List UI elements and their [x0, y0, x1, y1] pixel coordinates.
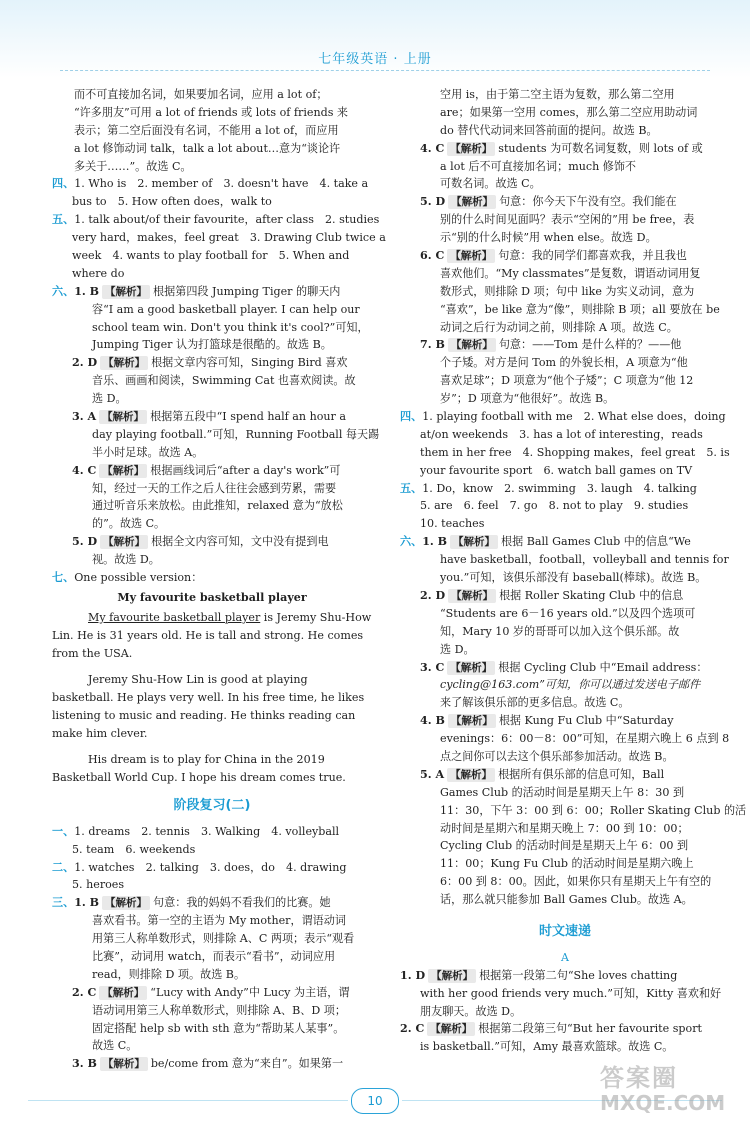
analysis-tag: 【解析】 — [100, 1057, 148, 1071]
essay-paragraph: My favourite basketball player is Jeremy Shu-How Lin. He is 31 years old. He is tall and strong. He comes from the USA. — [52, 610, 372, 660]
text-line: 点之间你可以去这个俱乐部参加活动。故选 B。 — [440, 749, 674, 763]
section-6-item-1: 六、1. B 【解析】 根据第四段 Jumping Tiger 的聊天内 — [52, 284, 341, 298]
text-line: read，则排除 D 项。故选 B。 — [92, 967, 246, 981]
text-line: very hard，makes，feel great 3. Drawing Club twice a — [72, 231, 386, 245]
text-line: a lot 修饰动词 talk，talk a lot about…意为“谈论许 — [74, 141, 341, 155]
section-6-item-4: 4. B 【解析】 根据 Kung Fu Club 中“Saturday — [420, 714, 674, 728]
text-line: 而不可直接加名词，如果要加名词，应用 a lot of； — [74, 88, 328, 101]
section-label: 五、 — [52, 213, 75, 227]
reading-item-1: 1. D 【解析】 根据第一段第二句“She loves chatting — [400, 968, 678, 982]
text-line: 来了解该俱乐部的更多信息。故选 C。 — [440, 696, 630, 710]
section-6-item-1: 六、1. B 【解析】 根据 Ball Games Club 中的信息“We — [400, 535, 691, 549]
section-6-item-3: 3. A 【解析】 根据第五段中“I spend half an hour a — [72, 410, 346, 424]
left-column — [52, 86, 386, 1073]
text-line: 知，经过一天的工作之后人往往会感到劳累，需要 — [92, 481, 337, 495]
watermark-url: MXQE.COM — [600, 1091, 726, 1115]
section-6-item-3: 3. C 【解析】 根据 Cycling Club 中“Email address： — [420, 660, 708, 674]
analysis-tag: 【解析】 — [447, 768, 495, 782]
text-line: “喜欢”，be like 意为“像”，则排除 B 项；all 要放在 be — [440, 302, 720, 316]
text-line: have basketball，football，volleyball and tennis for — [440, 553, 729, 567]
analysis-tag: 【解析】 — [99, 986, 147, 1000]
analysis-tag: 【解析】 — [102, 896, 150, 910]
review-section-1: 一、1. dreams 2. tennis 3. Walking 4. volleyball — [52, 824, 340, 838]
page-header-title: 七年级英语 · 上册 — [318, 52, 432, 67]
review-section-3-item-3: 3. B 【解析】 be/come from 意为“来自”。如果第一 — [72, 1057, 344, 1071]
text-line: day playing football.”可知，Running Football 每天踢 — [92, 427, 380, 441]
text-line: 音乐、画画和阅读，Swimming Cat 也喜欢阅读。故 — [92, 374, 356, 388]
answer-item: 6. C 【解析】 句意：我的同学们都喜欢我，并且我也 — [420, 249, 687, 263]
text-line: 个子矮。对方是问 Tom 的外貌长相，A 项意为“他 — [440, 356, 688, 370]
section-5: 五、1. talk about/of their favourite，after class 2. studies — [52, 213, 380, 227]
text-line: week 4. wants to play football for 5. When and — [72, 249, 350, 263]
section-6-item-2: 2. D 【解析】 根据 Roller Skating Club 中的信息 — [420, 588, 684, 602]
review-section-2: 二、1. watches 2. talking 3. does，do 4. drawing — [52, 860, 347, 874]
section-label: 四、 — [52, 177, 75, 191]
text-line: 表示；第二空后面没有名词，不能用 a lot of，而应用 — [74, 123, 339, 137]
text-line: 朋友聊天。故选 D。 — [420, 1004, 522, 1018]
watermark-logo — [600, 1058, 740, 1114]
essay-title: My favourite basketball player — [117, 590, 307, 604]
analysis-tag: 【解析】 — [447, 249, 495, 263]
review-title: 阶段复习(二) — [173, 797, 251, 813]
text-line: 的”。故选 C。 — [92, 517, 166, 531]
analysis-tag: 【解析】 — [450, 535, 498, 549]
text-line: do 替代代动词来回答前面的提问。故选 B。 — [440, 123, 658, 137]
analysis-tag: 【解析】 — [448, 195, 496, 209]
section-5: 五、1. Do，know 2. swimming 3. laugh 4. talking — [400, 481, 697, 495]
analysis-tag: 【解析】 — [427, 1022, 475, 1036]
text-line: 故选 C。 — [92, 1039, 138, 1053]
text-line: is basketball.”可知，Amy 最喜欢篮球。故选 C。 — [420, 1040, 674, 1054]
text-line: 空用 is，由于第二空主语为复数，那么第二空用 — [440, 88, 675, 101]
text-line: 11：30，下午 3：00 到 6：00；Roller Skating Club 的活 — [440, 803, 747, 817]
text-line: cycling@163.com”可知，你可以通过发送电子邮件 — [440, 678, 701, 692]
text-line: evenings：6：00－8：00”可知，在星期六晚上 6 点到 8 — [440, 732, 730, 746]
answer-item: 5. D 【解析】 句意：你今天下午没有空。我们能在 — [420, 195, 677, 209]
watermark-text: 答案圈 — [600, 1064, 678, 1092]
reading-section-title: 时文速递 — [538, 923, 591, 939]
text-line: a lot 后不可直接加名词；much 修饰不 — [440, 159, 637, 173]
text-line: you.”可知，该俱乐部没有 baseball(棒球)。故选 B。 — [440, 571, 707, 585]
text-line: 比赛”，动词用 watch，而表示“看书”，动词应用 — [92, 949, 336, 963]
page-number: 10 — [351, 1088, 399, 1114]
text-line: 通过听音乐来放松。由此推知，relaxed 意为“放松 — [92, 499, 343, 513]
text-line: 喜欢足球”；D 项意为“他个子矮”；C 项意为“他 12 — [440, 374, 694, 388]
text-line: “许多朋友”可用 a lot of friends 或 lots of friends 来 — [74, 105, 349, 119]
text-line: 喜欢他们。“My classmates”是复数，谓语动词用复 — [440, 266, 701, 280]
text-line: 5. heroes — [72, 878, 125, 892]
text-line: 5. are 6. feel 7. go 8. not to play 9. studies — [420, 499, 689, 513]
section-4: 四、1. playing football with me 2. What else does，doing — [400, 410, 726, 424]
text-line: Cycling Club 的活动时间是星期天上午 6：00 到 — [440, 839, 689, 853]
reading-item-2: 2. C 【解析】 根据第二段第三句“But her favourite sport — [400, 1022, 702, 1036]
text-line: 6：00 到 8：00。因此，如果你只有星期天上午有空的 — [440, 875, 712, 889]
section-7: 七、One possible version： — [52, 571, 203, 585]
text-line: them in her free 4. Shopping makes，feel great 5. is — [420, 445, 730, 459]
text-line: 动时间是星期六和星期天晚上 7：00 到 10：00； — [440, 821, 689, 835]
text-line: 岁”；D 项意为“他很好”。故选 B。 — [440, 392, 615, 406]
text-line: 数形式，则排除 D 项；句中 like 为实义动词，意为 — [440, 284, 695, 298]
text-line: 选 D。 — [440, 642, 475, 656]
text-line: 半小时足球。故选 A。 — [92, 445, 204, 459]
answer-item: 4. C 【解析】 students 为可数名词复数，则 lots of 或 — [420, 141, 703, 155]
text-line: 10. teaches — [420, 517, 485, 531]
section-4: 四、1. Who is 2. member of 3. doesn't have 4. take a — [52, 177, 369, 191]
review-section-3-item-1: 三、1. B 【解析】 句意：我的妈妈不看我们的比赛。她 — [52, 896, 331, 910]
text-line: Games Club 的活动时间是星期天上午 8：30 到 — [440, 785, 685, 799]
analysis-tag: 【解析】 — [99, 464, 147, 478]
analysis-tag: 【解析】 — [448, 714, 496, 728]
analysis-tag: 【解析】 — [428, 969, 476, 983]
essay-paragraph: Jeremy Shu-How Lin is good at playing basketball. He plays very well. In his free time, he likes listening to music and reading. He thinks reading can make him clever. — [52, 672, 365, 740]
text-line: school team win. Don't you think it's cool?”可知， — [92, 320, 369, 334]
text-line: bus to 5. How often does，walk to — [72, 195, 272, 209]
section-6-item-5: 5. A 【解析】 根据所有俱乐部的信息可知，Ball — [420, 767, 665, 781]
text-line: 语动词用第三人称单数形式，则排除 A、B、D 项； — [92, 1003, 346, 1017]
text-line: “Students are 6－16 years old.”以及四个选项可 — [440, 606, 696, 620]
text-line: at/on weekends 3. has a lot of interesting，reads — [420, 427, 703, 441]
right-column — [400, 86, 747, 1056]
analysis-tag: 【解析】 — [102, 285, 150, 299]
review-section-3-item-2: 2. C 【解析】 “Lucy with Andy”中 Lucy 为主语，谓 — [72, 985, 350, 999]
essay-paragraph: His dream is to play for China in the 2019 Basketball World Cup. I hope his dream comes true. — [52, 752, 346, 784]
text-line: your favourite sport 6. watch ball games on TV — [420, 463, 693, 477]
analysis-tag: 【解析】 — [100, 356, 148, 370]
essay-body — [52, 609, 372, 787]
analysis-tag: 【解析】 — [100, 535, 148, 549]
text-line: Jumping Tiger 认为打篮球是很酷的。故选 B。 — [92, 338, 332, 352]
text-line: 用第三人称单数形式，则排除 A、C 两项；表示“观看 — [92, 932, 355, 946]
analysis-tag: 【解析】 — [447, 661, 495, 675]
text-line: 话，那么就只能参加 Ball Games Club。故选 A。 — [440, 893, 693, 907]
text-line: 喜欢看书。第一空的主语为 My mother，谓语动词 — [92, 914, 346, 928]
reading-subhead: A — [561, 950, 569, 964]
section-6-item-2: 2. D 【解析】 根据文章内容可知，Singing Bird 喜欢 — [72, 356, 348, 370]
section-6-item-4: 4. C 【解析】 根据画线词后“after a day's work”可 — [72, 463, 341, 477]
text-line: 视。故选 D。 — [92, 553, 160, 567]
text-line: 11：00；Kung Fu Club 的活动时间是星期六晚上 — [440, 857, 694, 871]
text-line: where do — [72, 266, 125, 280]
text-line: 知，Mary 10 岁的哥哥可以加入这个俱乐部。故 — [440, 624, 680, 638]
text-line: 多关于……”。故选 C。 — [74, 159, 192, 173]
text-line: 固定搭配 help sb with sth 意为“帮助某人某事”。 — [92, 1021, 345, 1035]
answer-item: 7. B 【解析】 句意：——Tom 是什么样的？——他 — [420, 338, 682, 352]
analysis-tag: 【解析】 — [448, 589, 496, 603]
analysis-tag: 【解析】 — [447, 142, 495, 156]
text-line: 容“I am a good basketball player. I can help our — [92, 302, 360, 316]
text-line: 可数名词。故选 C。 — [440, 177, 541, 191]
section-6-item-5: 5. D 【解析】 根据全文内容可知，文中没有提到电 — [72, 535, 329, 549]
text-line: 别的什么时间见面吗？表示“空闲的”用 be free，表 — [440, 213, 695, 227]
text-line: 选 D。 — [92, 392, 127, 406]
analysis-tag: 【解析】 — [99, 410, 147, 424]
analysis-tag: 【解析】 — [448, 338, 496, 352]
text-line: 5. team 6. weekends — [72, 842, 196, 856]
text-line: 动词之后行为动词之前，则排除 A 项。故选 C。 — [440, 320, 678, 334]
text-line: are；如果第一空用 comes，那么第二空应用助动词 — [440, 105, 698, 119]
text-line: 示“别的什么时候”用 when else。故选 D。 — [440, 231, 657, 245]
text-line: with her good friends very much.”可知，Kitty 喜欢和好 — [420, 986, 722, 1000]
